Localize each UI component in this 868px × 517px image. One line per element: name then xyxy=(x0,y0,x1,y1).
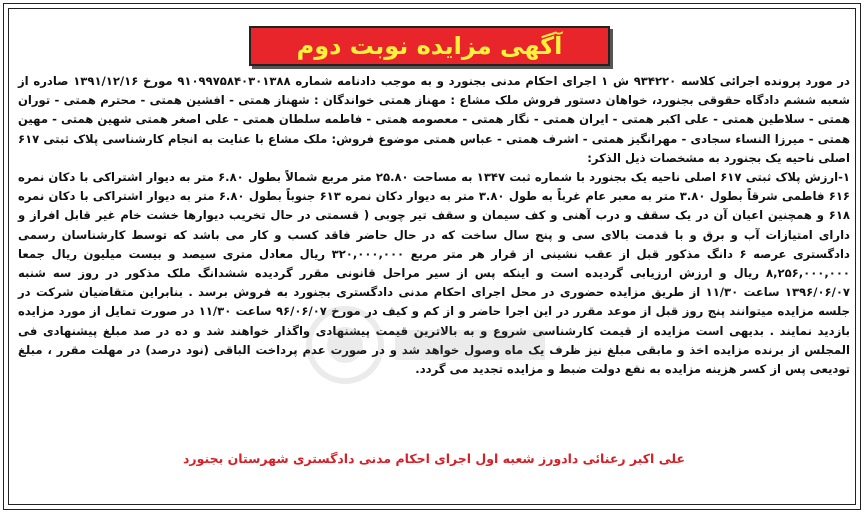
notice-title-banner xyxy=(249,26,610,66)
notice-paragraph-case-details: در مورد پرونده اجرائی کلاسه ۹۳۴۲۲۰ ش ۱ اجرای احکام مدنی بجنورد و به موجب دادنامه شماره ۹۱۰۹۹۷۵۸۴۰۳۰۱۳۸۸ مورخ ۱۳۹۱/۱۲/۱۶ صادره از شعبه ششم دادگاه حقوقی بجنورد، خواهان دستور فروش ملک مشاع : مهناز همتی خواندگان : شهناز همتی - افشین همتی - محترم همتی - توران همتی - سلاطین همتی - علی اکبر همتی - ایران همتی - نگار همتی - معصومه همتی - فاطمه سلطان همتی - علی اصغر همتی شهین همتی - مهین همتی - میرزا النساء سجادی - مهرانگیز همتی - اشرف همتی - عباس همتی موضوع فروش: ملک مشاع با عنایت به انجام کارشناسی پلاک ثبتی ۶۱۷ اصلی ناحیه یک بجنورد به مشخصات ذیل الذکر: xyxy=(18,74,850,165)
notice-body xyxy=(18,72,850,379)
notice-signature: علی اکبر رعنائی دادورز شعبه اول اجرای احکام مدنی دادگستری شهرستان بجنورد xyxy=(183,451,685,466)
notice-paragraph-auction-terms: ۱-ارزش پلاک ثبتی ۶۱۷ اصلی ناحیه یک بجنورد با شماره ثبت ۱۳۴۷ به مساحت ۲۵.۸۰ متر مربع شمالاً بطول ۶.۸۰ متر به دیوار اشتراکی با دکان نمره ۶۱۶ فاطمی شرقاً بطول ۳.۸۰ متر به معبر عام غرباً به طول ۳.۸۰ متر به دیوار دکان نمره ۶۱۳ جنوباً بطول ۶.۸۰ متر به دیوار اشتراکی با دکان نمره ۶۱۸ و همچنین اعیان آن در یک سقف و درب آهنی و کف سیمان و سقف تیر چوبی ( قسمتی در حال تخریب دیوارها خشت خام غیر قابل افراز و دارای امتیازات آب و برق و با قدمت بالای سی و پنج سال ساخت که در حال حاضر فاقد کسب و کار می باشد که توسط کارشناسان رسمی دادگستری عرصه ۶ دانگ مذکور قبل از عقب نشینی از قرار هر متر مربع ۳۲۰,۰۰۰,۰۰۰ ریال معادل متری سیصد و بیست میلیون ریال جمعا ۸,۲۵۶,۰۰۰,۰۰۰ ریال و ارزش ارزیابی گردیده است و اینکه پس از سیر مراحل قانونی مقرر گردیده ششدانگ ملک مذکور در روز سه شنبه ۱۳۹۶/۰۶/۰۷ ساعت ۱۱/۳۰ از طریق مزایده حضوری در محل اجرای احکام مدنی دادگستری بجنورد به فروش برسد . بنابراین متقاضیان شرکت در جلسه مزایده میتوانند پنج روز قبل از موعد مقرر در این اجرا حاضر و از کم و کیف در مورخ ۹۶/۰۶/۰۷ ساعت ۱۱/۳۰ در صورت تمایل از مورد مزایده بازدید نمایند . بدیهی است مزایده از قیمت کارشناسی شروع و به بالاترین قیمت پیشنهادی واگذار خواهند شد و ده در صد مبلغ پیشنهادی فی المجلس از برنده مزایده اخذ و مابقی مبلغ نیز ظرف یک ماه وصول خواهد شد و در صورت عدم پرداخت الباقی (نود درصد) در مهلت مقرر ، مبلغ تودیعی پس از کسر هزینه مزایده به نفع دولت ضبط و مزایده تجدید می گردد. xyxy=(18,170,851,377)
notice-title: آگهی مزایده نوبت دوم xyxy=(296,32,563,60)
